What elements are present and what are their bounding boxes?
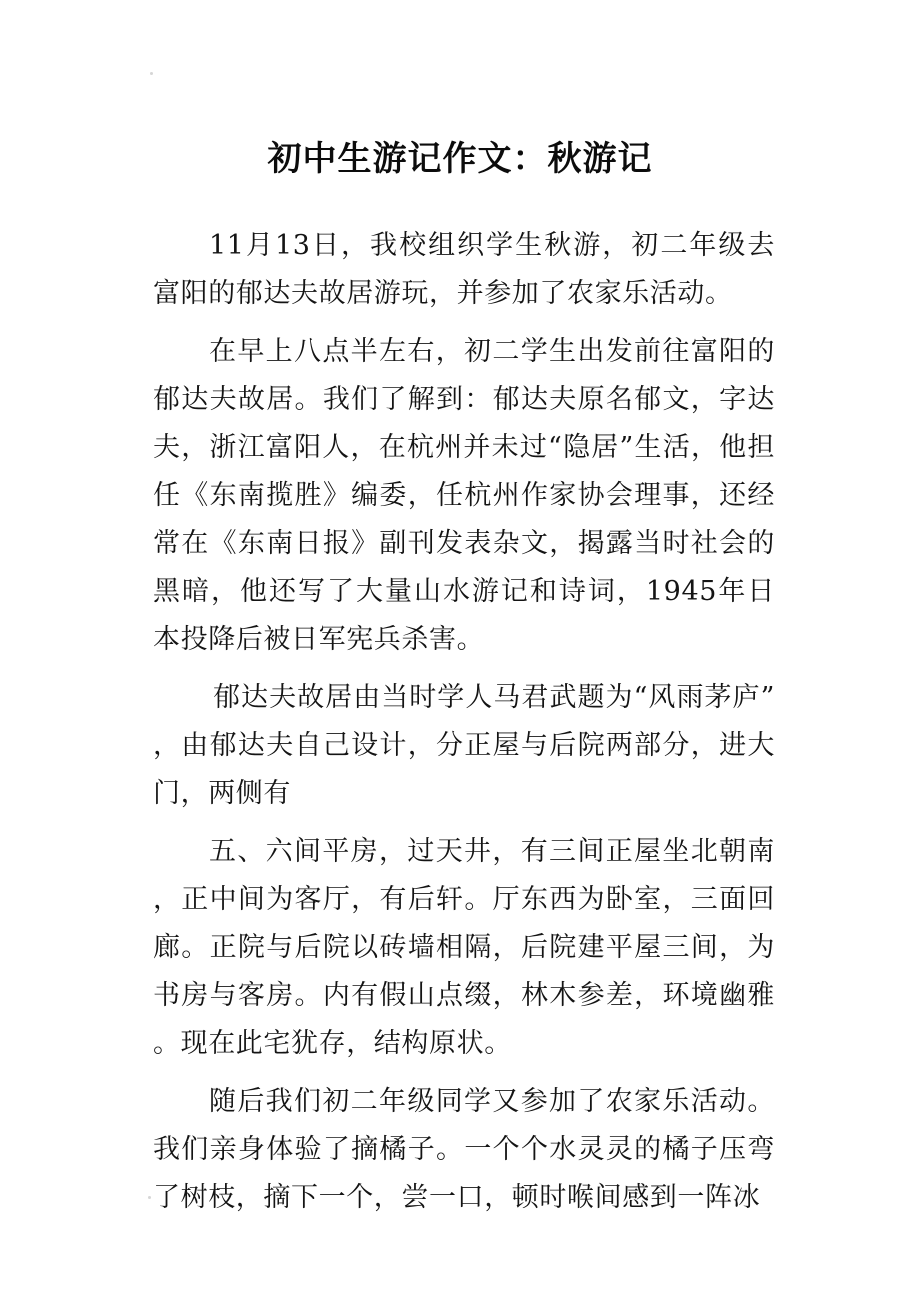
document-body: [153, 222, 775, 1222]
paragraph: 五、六间平房，过天井，有三间正屋坐北朝南，正中间为客厅，有后轩。厅东西为卧室，三面回廊。正院与后院以砖墙相隔，后院建平屋三间，为书房与客房。内有假山点缀，林木参差，环境幽雅。现在此宅犹存，结构原状。: [153, 836, 775, 1059]
scan-speck: [148, 1196, 151, 1199]
paragraph: 11月13日，我校组织学生秋游，初二年级去富阳的郁达夫故居游玩，并参加了农家乐活动。: [153, 230, 775, 309]
paragraph: 郁达夫故居由当时学人马君武题为“风雨茅庐”，由郁达夫自己设计，分正屋与后院两部分，进大门，两侧有: [153, 682, 775, 809]
document-title: 初中生游记作文：秋游记: [267, 138, 653, 179]
paragraph: 在早上八点半左右，初二学生出发前往富阳的郁达夫故居。我们了解到：郁达夫原名郁文，字达夫，浙江富阳人，在杭州并未过“隐居”生活，他担任《东南揽胜》编委，任杭州作家协会理事，还经常在《东南日报》副刊发表杂文，揭露当时社会的黑暗，他还写了大量山水游记和诗词，1945年日本投降后被日军宪兵杀害。: [153, 336, 775, 655]
paragraph: 随后我们初二年级同学又参加了农家乐活动。我们亲身体验了摘橘子。一个个水灵灵的橘子压弯了树枝，摘下一个，尝一口，顿时喉间感到一阵冰: [153, 1086, 775, 1213]
scan-speck: [150, 72, 153, 75]
